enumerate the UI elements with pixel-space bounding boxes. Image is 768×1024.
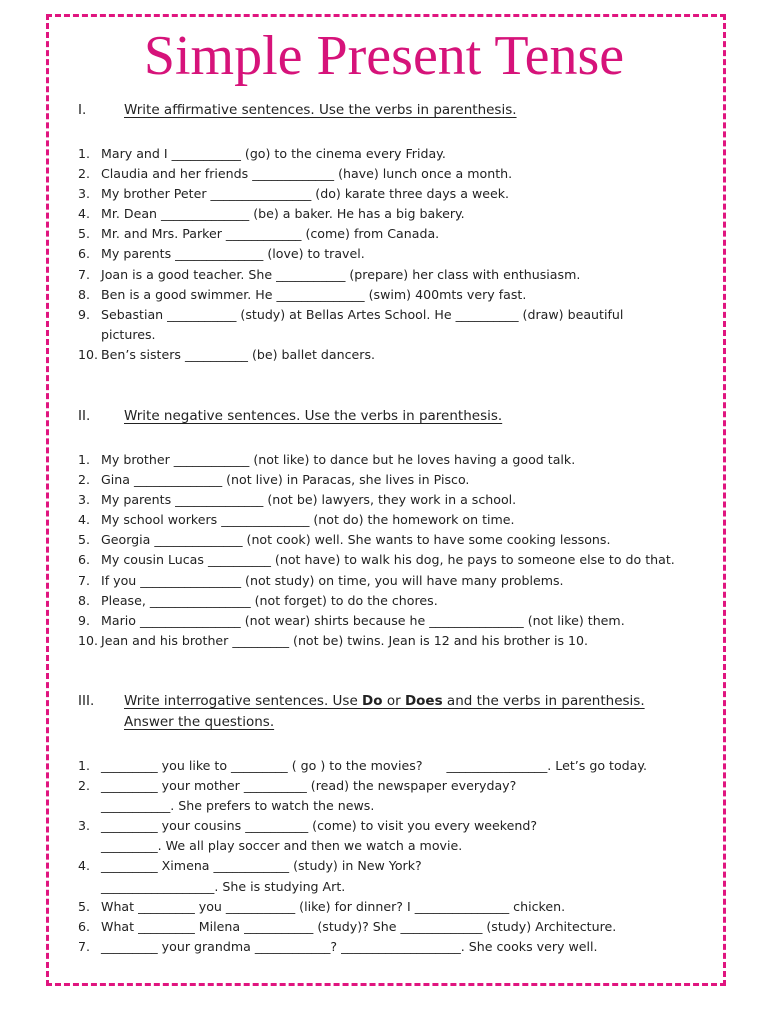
item-number: 2.: [78, 166, 91, 182]
exercise-item: [78, 265, 718, 285]
item-number: 7.: [78, 572, 91, 588]
item-number: 3.: [78, 818, 91, 834]
exercise-item: [78, 510, 718, 530]
exercise-item: [78, 530, 718, 550]
section-numeral: II.: [78, 408, 91, 424]
item-number: 10.: [78, 346, 99, 362]
section-interrogative: [78, 691, 718, 957]
exercise-item: [78, 244, 718, 264]
instruction-part: Write interrogative sentences. Use: [124, 693, 363, 709]
exercise-item: [78, 450, 718, 470]
item-continuation: __________________. She is studying Art.: [101, 878, 346, 894]
item-number: 2.: [78, 778, 91, 794]
item-number: 4.: [78, 512, 91, 528]
exercise-item: [78, 816, 718, 856]
item-text: Mary and I ___________ (go) to the cinema every Friday.: [101, 146, 446, 161]
item-text: Georgia ______________ (not cook) well. She wants to have some cooking lessons.: [101, 532, 611, 548]
item-text: My parents ______________ (not be) lawyers, they work in a school.: [101, 492, 517, 508]
item-number: 10.: [78, 632, 99, 648]
exercise-item: [78, 631, 718, 651]
item-text: Joan is a good teacher. She ___________ (prepare) her class with enthusiasm.: [101, 266, 581, 282]
item-text: My school workers ______________ (not do) the homework on time.: [101, 512, 515, 528]
item-text: [101, 856, 718, 896]
item-line: Sebastian ___________ (study) at Bellas Artes School. He __________ (draw) beautiful: [101, 306, 624, 322]
item-continuation: _________. We all play soccer and then we watch a movie.: [101, 838, 463, 854]
section-numeral: I.: [78, 102, 87, 118]
item-number: 8.: [78, 592, 91, 608]
exercise-item: [78, 571, 718, 591]
item-text: Claudia and her friends _____________ (have) lunch once a month.: [101, 166, 513, 182]
item-continuation: ___________. She prefers to watch the news.: [101, 798, 375, 814]
item-number: 1.: [78, 452, 91, 467]
exercise-item: [78, 204, 718, 224]
exercise-item: [78, 897, 718, 917]
item-text: Gina ______________ (not live) in Paracas, she lives in Pisco.: [101, 472, 470, 488]
item-text: Mario ________________ (not wear) shirts because he _______________ (not like) them.: [101, 612, 625, 628]
instruction-do: Do: [362, 693, 383, 709]
item-number: 3.: [78, 186, 91, 202]
exercise-item: [78, 856, 718, 896]
item-text: Mr. Dean ______________ (be) a baker. He has a big bakery.: [101, 206, 465, 222]
item-number: 5.: [78, 898, 91, 914]
item-number: 2.: [78, 472, 91, 488]
exercise-item: [78, 611, 718, 631]
exercise-item: [78, 164, 718, 184]
item-text: My brother Peter ________________ (do) karate three days a week.: [101, 186, 510, 202]
section-instruction: [124, 691, 645, 733]
item-text: _________ you like to _________ ( go ) to the movies? ________________. Let’s go today.: [101, 758, 648, 773]
exercise-item: [78, 470, 718, 490]
exercise-item: [78, 184, 718, 204]
item-number: 1.: [78, 146, 91, 161]
instruction-part: and the verbs in parenthesis.: [442, 693, 645, 709]
instruction-does: Does: [404, 693, 443, 709]
exercise-item: [78, 305, 718, 345]
section-instruction: Write negative sentences. Use the verbs in parenthesis.: [124, 408, 503, 424]
exercise-item: [78, 591, 718, 611]
item-text: Jean and his brother _________ (not be) twins. Jean is 12 and his brother is 10.: [101, 632, 589, 648]
item-number: 6.: [78, 246, 91, 262]
item-number: 4.: [78, 206, 91, 222]
item-number: 1.: [78, 758, 91, 773]
item-text: [101, 776, 718, 816]
item-line: _________ your mother __________ (read) the newspaper everyday?: [101, 778, 517, 794]
item-number: 8.: [78, 286, 91, 302]
exercise-item: [78, 776, 718, 816]
section-heading: [78, 691, 718, 733]
item-text: Mr. and Mrs. Parker ____________ (come) from Canada.: [101, 226, 440, 242]
item-line: _________ your cousins __________ (come) to visit you every weekend?: [101, 818, 538, 834]
item-text: My parents ______________ (love) to travel.: [101, 246, 365, 262]
item-text: What _________ you ___________ (like) for dinner? I _______________ chicken.: [101, 898, 566, 914]
item-text: Ben is a good swimmer. He ______________ (swim) 400mts very fast.: [101, 286, 527, 302]
instruction-part: or: [382, 693, 405, 709]
item-line: _________ Ximena ____________ (study) in New York?: [101, 858, 422, 874]
section-negative: [78, 406, 718, 651]
exercise-list: [78, 756, 718, 957]
section-heading: [78, 100, 718, 121]
item-number: 6.: [78, 552, 91, 568]
item-text: [101, 305, 718, 345]
exercise-list: [78, 450, 718, 651]
instruction-line2: Answer the questions.: [124, 714, 275, 730]
section-numeral: III.: [78, 693, 95, 709]
item-number: 4.: [78, 858, 91, 874]
section-heading: [78, 406, 718, 427]
exercise-item: [78, 144, 718, 164]
item-text: Please, ________________ (not forget) to do the chores.: [101, 592, 438, 608]
exercise-item: [78, 490, 718, 510]
exercise-item: [78, 917, 718, 937]
item-number: 6.: [78, 918, 91, 934]
item-text: What _________ Milena ___________ (study)? She _____________ (study) Architecture.: [101, 918, 617, 934]
exercise-item: [78, 224, 718, 244]
worksheet-title: Simple Present Tense: [143, 25, 625, 87]
item-text: My brother ____________ (not like) to dance but he loves having a good talk.: [101, 452, 576, 467]
exercise-item: [78, 937, 718, 957]
item-continuation: pictures.: [101, 326, 156, 342]
exercise-item: [78, 285, 718, 305]
item-text: My cousin Lucas __________ (not have) to walk his dog, he pays to someone else to do that.: [101, 552, 675, 568]
item-number: 9.: [78, 612, 91, 628]
item-number: 5.: [78, 532, 91, 548]
item-text: Ben’s sisters __________ (be) ballet dancers.: [101, 346, 376, 362]
item-text: _________ your grandma ____________? ___________________. She cooks very well.: [101, 938, 598, 954]
item-number: 7.: [78, 938, 91, 954]
item-text: [101, 816, 718, 856]
exercise-item: [78, 756, 718, 776]
item-number: 9.: [78, 306, 91, 322]
item-number: 3.: [78, 492, 91, 508]
exercise-item: [78, 550, 718, 570]
item-number: 5.: [78, 226, 91, 242]
item-text: If you ________________ (not study) on time, you will have many problems.: [101, 572, 564, 588]
section-instruction: Write affirmative sentences. Use the verbs in parenthesis.: [124, 102, 517, 118]
exercise-item: [78, 345, 718, 365]
item-number: 7.: [78, 266, 91, 282]
section-affirmative: [78, 100, 718, 365]
exercise-list: [78, 144, 718, 365]
